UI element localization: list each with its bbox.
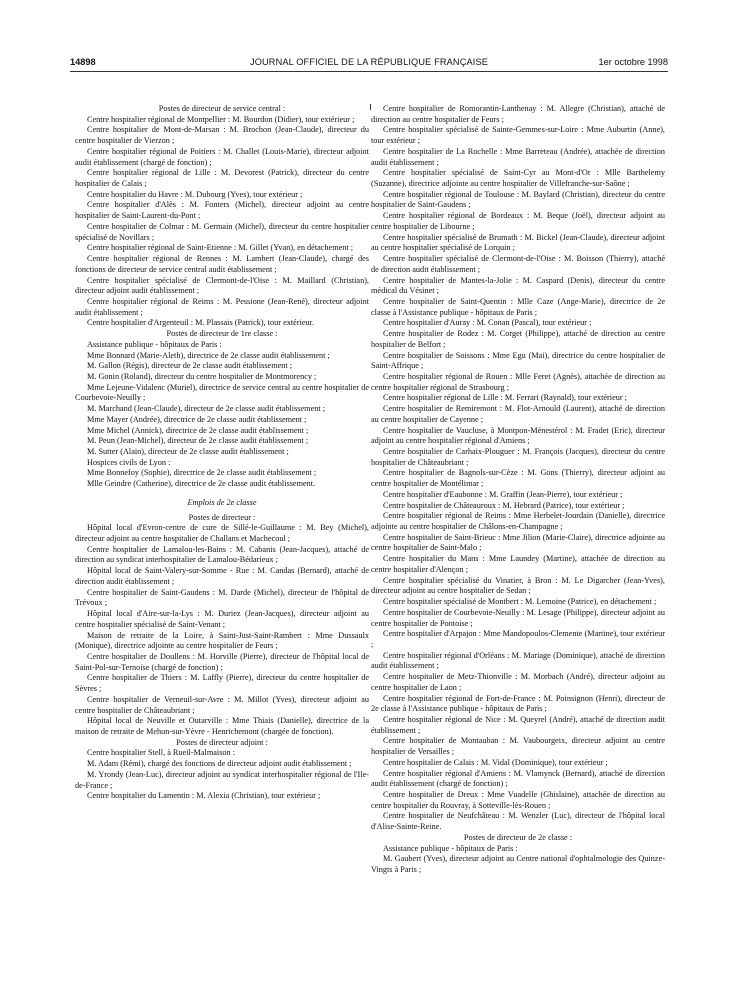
paragraph: Mme Mayer (Andrée), directrice de 2e classe audit établissement ; xyxy=(87,414,307,424)
section-title: Emplois de 2e classe xyxy=(187,497,257,507)
section-heading: Postes de directeur de 1re classe : xyxy=(166,329,278,339)
paragraph: Centre hospitalier de Colmar : M. Germain (Michel), directeur du centre hospitalier spécialisé de Novillars ; xyxy=(75,221,369,242)
paragraph: Centre hospitalier spécialisé de Clermont-de-l'Oise : M. Maillard (Christian), directeur adjoint audit établissement ; xyxy=(75,275,369,296)
section-heading: Postes de directeur de 2e classe : xyxy=(463,832,573,842)
paragraph: Centre hospitalier régional de Lille : M. Devorest (Patrick), directeur du centre hospitalier de Calais ; xyxy=(75,168,369,189)
paragraph: Mme Bonnefoy (Sophie), directrice de 2e classe audit établissement ; xyxy=(87,468,317,478)
paragraph: M. Peun (Jean-Michel), directeur de 2e classe audit établissement ; xyxy=(87,436,309,446)
paragraph: Centre hospitalier spécialisé de Saint-Cyr au Mont-d'Or : Mlle Barthelemy (Suzanne), directrice adjointe au centre hospitalier de Villefranche-sur-Saône ; xyxy=(371,168,665,189)
paragraph: Centre hospitalier régional de Saint-Etienne : M. Gillet (Yvan), en détachement ; xyxy=(87,243,354,253)
paragraph: Centre hospitalier de Mont-de-Marsan : M. Brochon (Jean-Claude), directeur du centre hospitalier de Vierzon ; xyxy=(75,125,369,146)
left-column xyxy=(75,104,369,802)
paragraph: Centre hospitalier de Calais : M. Vidal (Dominique), tour extérieur ; xyxy=(383,757,608,767)
paragraph: M. Gonin (Roland), directeur du centre hospitalier de Montmorency ; xyxy=(87,371,317,381)
paragraph: Centre hospitalier de Carhaix-Plouguer : M. François (Jacques), directeur du centre hospitalier de Châteaubriant ; xyxy=(371,447,665,467)
paragraph: Centre hospitalier de Montauban : M. Vaubourgeix, directeur adjoint au centre hospitalier de Versailles ; xyxy=(371,736,665,757)
paragraph: Centre hospitalier du Mans : Mme Laundey (Martine), attachée de direction au centre hospitalier d'Alençon ; xyxy=(371,554,665,574)
paragraph: Centre hospitalier de Dreux : Mme Vuadelle (Ghislaine), attachée de direction au centre hospitalier du Rouvray, à Sotteville-lès-Rouen ; xyxy=(371,790,665,810)
paragraph: Centre hospitalier Stell, à Rueil-Malmaison : xyxy=(87,748,236,758)
paragraph: Maison de retraite de la Loire, à Saint-Just-Saint-Rambert : Mme Dussaulx (Monique), directrice adjointe au centre hospitalier de Feurs ; xyxy=(75,630,369,651)
paragraph: M. Yrondy (Jean-Luc), directeur adjoint au syndicat interhospitalier régional de l'Ile-de-France ; xyxy=(75,769,369,790)
paragraph: Centre hospitalier de Lamalou-les-Bains : M. Cabanis (Jean-Jacques), attaché de direction au syndicat interhospitalier de Lamalou-Bédarieux ; xyxy=(75,544,369,565)
paragraph: Centre hospitalier spécialisé de Sainte-Gemmes-sur-Loire : Mme Auburtin (Anne), tour extérieur ; xyxy=(371,125,665,146)
paragraph: Centre hospitalier de Courbevoie-Neuilly : M. Lesage (Philippe), directeur adjoint au centre hospitalier de Pontoise ; xyxy=(371,607,665,628)
paragraph: Centre hospitalier de Mantes-la-Jolie : M. Caspard (Denis), directeur du centre médical du Vésinet ; xyxy=(371,275,665,296)
paragraph: Centre hospitalier régional de Montpellier : M. Bourdon (Didier), tour extérieur ; xyxy=(87,114,355,124)
paragraph: Hôpital local d'Aire-sur-la-Lys : M. Duriez (Jean-Jacques), directeur adjoint au centre hospitalier spécialisé de Saint-Venant ; xyxy=(75,609,369,629)
page-header xyxy=(70,57,668,72)
paragraph: Hospices civils de Lyon : xyxy=(87,457,171,467)
section-heading: Postes de directeur : xyxy=(188,512,256,522)
publication-date: 1er octobre 1998 xyxy=(598,57,668,67)
paragraph: Centre hospitalier régional d'Orléans : M. Mariage (Dominique), attaché de direction audit établissement ; xyxy=(371,650,665,671)
paragraph: Centre hospitalier de Vaucluse, à Montpon-Ménestérol : M. Fradet (Eric), directeur adjoint au centre hospitalier régional d'Amiens ; xyxy=(371,425,665,446)
paragraph: Centre hospitalier de Neufchâteau : M. Wenzler (Luc), directeur de l'hôpital local d'Alise-Sainte-Reine. xyxy=(371,811,665,832)
paragraph: Centre hospitalier d'Arpajon : Mme Mandopoulos-Clemente (Martine), tour extérieur ; xyxy=(371,629,665,649)
paragraph: Centre hospitalier spécialisé du Vinatier, à Bron : M. Le Digarcher (Jean-Yves), directeur adjoint au centre hospitalier de Sedan ; xyxy=(371,575,665,596)
paragraph: Centre hospitalier du Lamentin : M. Alexia (Christian), tour extérieur ; xyxy=(87,791,321,801)
paragraph: Centre hospitalier de Saint-Brieuc : Mme Jilion (Marie-Claire), directrice adjointe au centre hospitalier de Saint-Malo ; xyxy=(371,532,665,553)
paragraph: Mme Lejeune-Vidalenc (Muriel), directrice de service central au centre hospitalier de Courbevoie-Neuilly ; xyxy=(75,382,369,403)
paragraph: Centre hospitalier régional de Fort-de-France : M. Poinsignon (Henri), directeur de 2e classe à l'Assistance publique - hôpitaux de Paris ; xyxy=(371,693,665,714)
paragraph: Centre hospitalier de La Rochelle : Mme Barreteau (Andrée), attachée de direction audit établissement ; xyxy=(371,146,665,167)
paragraph: Assistance publique - hôpitaux de Paris : xyxy=(383,843,518,853)
paragraph: Centre hospitalier de Metz-Thionville : M. Morbach (André), directeur adjoint au centre hospitalier de Laon ; xyxy=(371,672,665,692)
paragraph: Centre hospitalier régional de Rouen : Mlle Feret (Agnès), attachée de direction au centre hospitalier régional de Strasbourg ; xyxy=(371,371,665,392)
paragraph: Centre hospitalier de Remiremont : M. Flot-Arnould (Laurent), attaché de direction au centre hospitalier de Cayenne ; xyxy=(371,404,665,424)
paragraph: Centre hospitalier d'Alès : M. Fonters (Michel), directeur adjoint au centre hospitalier de Saint-Laurent-du-Pont ; xyxy=(75,200,369,221)
paragraph: Centre hospitalier de Saint-Gaudens : M. Darde (Michel), directeur de l'hôpital de Trévoux ; xyxy=(75,587,369,608)
paragraph: Centre hospitalier de Rodez : M. Corget (Philippe), attaché de direction au centre hospitalier de Belfort ; xyxy=(371,329,665,349)
section-heading: Postes de directeur adjoint : xyxy=(176,737,268,747)
paragraph: Centre hospitalier de Soissons : Mme Egu (Mai), directrice du centre hospitalier de Saint-Affrique ; xyxy=(371,350,665,371)
paragraph: Centre hospitalier spécialisé de Montbert : M. Lemoine (Patrice), en détachement ; xyxy=(383,597,657,607)
right-column xyxy=(371,104,665,876)
paragraph: Centre hospitalier de Doullens : M. Horville (Pierre), directeur de l'hôpital local de Saint-Pol-sur-Ternoise (chargé de fonction) ; xyxy=(75,651,369,672)
paragraph: M. Adam (Rémi), chargé des fonctions de directeur adjoint audit établissement ; xyxy=(87,759,352,769)
paragraph: Assistance publique - hôpitaux de Paris : xyxy=(87,339,222,349)
page-number: 14898 xyxy=(70,57,96,67)
paragraph: Centre hospitalier régional de Poitiers : M. Challet (Louis-Marie), directeur adjoint audit établissement (chargé de fonction) ; xyxy=(75,146,369,167)
paragraph: Hôpital local de Saint-Valery-sur-Somme - Rue : M. Candas (Bernard), attaché de direction audit établissement ; xyxy=(75,566,369,586)
section-heading: Postes de directeur de service central : xyxy=(158,104,286,113)
paragraph: Centre hospitalier spécialisé de Brumath : M. Bickel (Jean-Claude), directeur adjoint au centre hospitalier spécialisé de Lorquin ; xyxy=(371,232,665,253)
paragraph: Centre hospitalier du Havre : M. Dubourg (Yves), tour extérieur ; xyxy=(87,189,303,199)
paragraph: M. Marchand (Jean-Claude), directeur de 2e classe audit établissement ; xyxy=(87,404,326,414)
paragraph: M. Sutter (Alain), directeur de 2e classe audit établissement ; xyxy=(87,447,289,456)
paragraph: Centre hospitalier d'Argenteuil : M. Plassais (Patrick), tour extérieur. xyxy=(87,318,315,328)
paragraph: Centre hospitalier régional de Nice : M. Queyrel (André), attaché de direction audit établissement ; xyxy=(371,714,665,735)
paragraph: M. Gallon (Régis), directeur de 2e classe audit établissement ; xyxy=(87,361,293,371)
paragraph: Centre hospitalier de Bagnols-sur-Cèze : M. Gons (Thierry), directeur adjoint au centre hospitalier de Montélimar ; xyxy=(371,468,665,489)
paragraph: Mlle Geindre (Catherine), directrice de 2e classe audit établissement. xyxy=(87,479,316,489)
paragraph: M. Gaubert (Yves), directeur adjoint au Centre national d'ophtalmologie des Quinze-Vingts à Paris ; xyxy=(371,854,665,875)
paragraph: Hôpital local de Neuville et Outarville : Mme Thiais (Danielle), directrice de la maison de retraite de Mehun-sur-Yèvre - Henrichemont (chargée de fonction). xyxy=(75,716,369,736)
paragraph: Centre hospitalier régional de Bordeaux : M. Beque (Joël), directeur adjoint au centre hospitalier de Libourne ; xyxy=(371,211,665,231)
paragraph: Centre hospitalier régional de Toulouse : M. Baylard (Christian), directeur du centre hospitalier de Saint-Gaudens ; xyxy=(371,189,665,210)
paragraph: Centre hospitalier d'Eaubonne : M. Graffin (Jean-Pierre), tour extérieur ; xyxy=(383,489,623,499)
paragraph: Hôpital local d'Evron-centre de cure de Sillé-le-Guillaume : M. Bey (Michel), directeur adjoint au centre hospitalier de Challans et Machecoul ; xyxy=(75,523,369,544)
paragraph: Centre hospitalier de Thiers : M. Laffly (Pierre), directeur du centre hospitalier de Sèvres ; xyxy=(75,673,369,694)
journal-title: JOURNAL OFFICIEL DE LA RÉPUBLIQUE FRANÇAISE xyxy=(249,57,489,67)
paragraph: Centre hospitalier d'Auray : M. Conan (Pascal), tour extérieur ; xyxy=(383,318,592,328)
paragraph: Mme Bonnard (Marie-Aleth), directrice de 2e classe audit établissement ; xyxy=(87,350,330,360)
paragraph: Centre hospitalier de Romorantin-Lanthenay : M. Allegre (Christian), attaché de direction au centre hospitalier de Feurs ; xyxy=(371,104,665,124)
paragraph: Mme Michel (Annick), directrice de 2e classe audit établissement ; xyxy=(87,425,309,435)
paragraph: Centre hospitalier de Saint-Quentin : Mlle Caze (Ange-Marie), directrice de 2e classe à l'Assistance publique - hôpitaux de Paris ; xyxy=(371,296,665,317)
paragraph: Centre hospitalier de Verneuil-sur-Avre : M. Millot (Yves), directeur adjoint au centre hospitalier de Châteaubriant ; xyxy=(75,694,369,715)
paragraph: Centre hospitalier régional de Reims : M. Pessione (Jean-René), directeur adjoint audit établissement ; xyxy=(75,296,369,317)
paragraph: Centre hospitalier régional de Reims : Mme Herbelet-Jourdain (Danielle), directrice adjointe au centre hospitalier de Châlons-en-Champagne ; xyxy=(371,511,665,532)
paragraph: Centre hospitalier régional de Lille : M. Ferrari (Raynald), tour extérieur ; xyxy=(383,393,627,403)
paragraph: Centre hospitalier régional de Rennes : M. Lambert (Jean-Claude), chargé des fonctions de directeur de service central audit établissement ; xyxy=(75,254,369,274)
paragraph: Centre hospitalier de Châteauroux : M. Hebrard (Patrice), tour extérieur ; xyxy=(383,500,625,510)
paragraph: Centre hospitalier spécialisé de Clermont-de-l'Oise : M. Boisson (Thierry), attaché de direction audit établissement ; xyxy=(371,254,665,274)
paragraph: Centre hospitalier régional d'Amiens : M. Vlamynck (Bernard), attaché de direction audit établissement (chargé de fonction) ; xyxy=(371,768,665,789)
